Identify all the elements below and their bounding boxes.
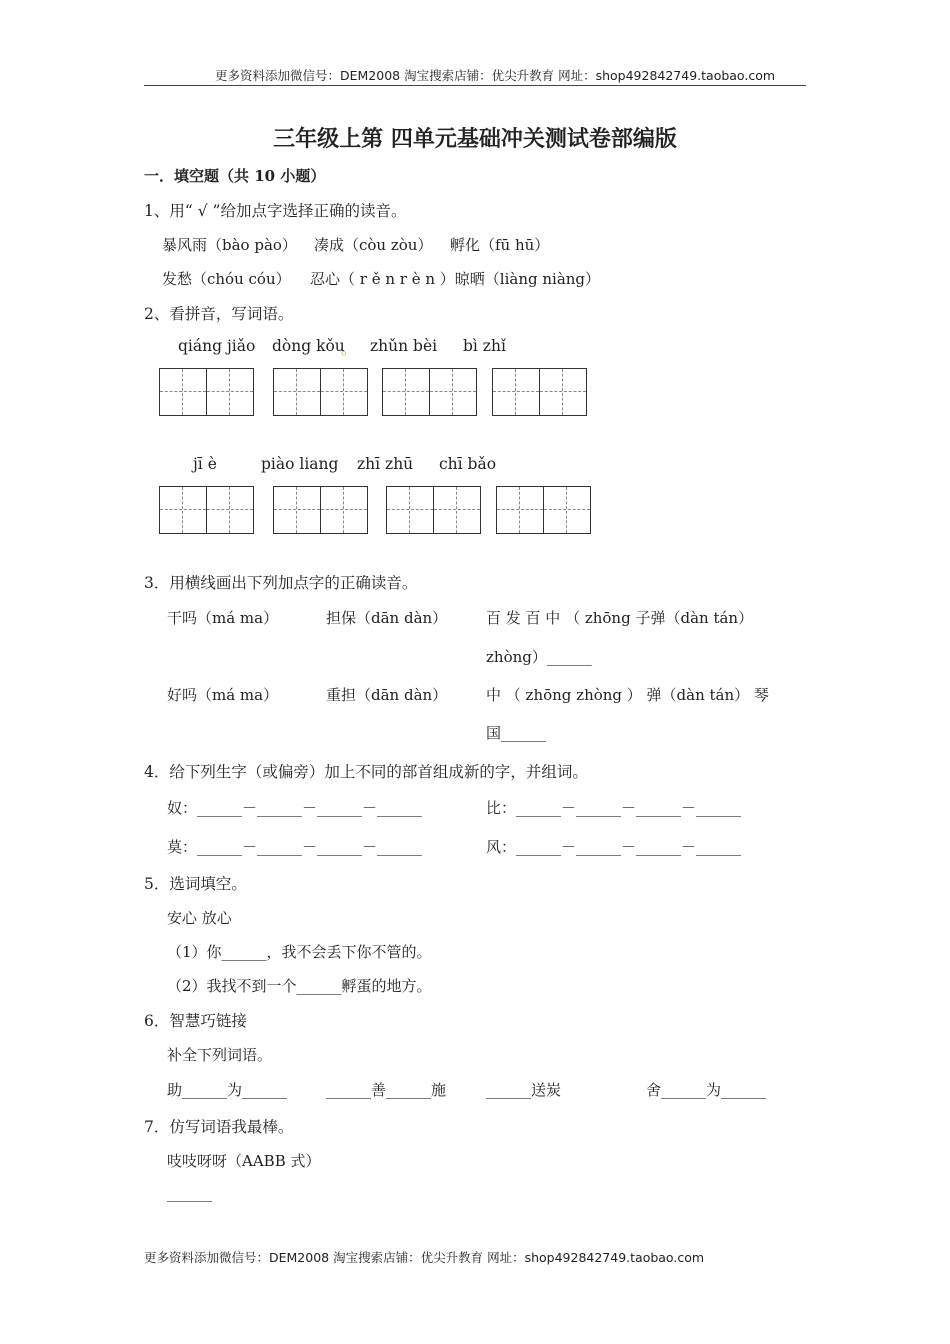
q6-subtitle: 补全下列词语。 [167, 1046, 273, 1064]
writing-grid[interactable] [496, 486, 591, 534]
q1-item: 凑成（còu zòu） [314, 236, 433, 254]
page-footer: 更多资料添加微信号：DEM2008 淘宝搜索店铺：优尖升教育 网址：shop492842749.taobao.com [144, 1250, 705, 1265]
q2-stem: 2、看拼音，写词语。 [144, 305, 294, 323]
q7-stem: 7．仿写词语我最棒。 [144, 1118, 294, 1136]
writing-grid[interactable] [273, 368, 368, 416]
writing-grid[interactable] [273, 486, 368, 534]
pinyin-label: bì zhǐ [463, 337, 506, 355]
q3-item: 重担（dān dàn） [326, 686, 448, 704]
q3-item: 担保（dān dàn） [326, 609, 448, 627]
page-title: 三年级上第 四单元基础冲关测试卷部编版 [273, 126, 677, 152]
writing-grid[interactable] [159, 486, 254, 534]
q3-item: 国______ [486, 724, 547, 742]
q4-item: 奴：______－______－______－______ [167, 799, 423, 817]
q3-item: zhòng）______ [486, 648, 592, 666]
q4-item: 比：______－______－______－______ [486, 799, 742, 817]
q4-item: 莫：______－______－______－______ [167, 838, 423, 856]
section-heading: 一．填空题（共 10 小题） [144, 167, 326, 185]
q5-stem: 5．选词填空。 [144, 875, 247, 893]
q1-item: 孵化（fū hū） [450, 236, 550, 254]
q5-sentence: （2）我找不到一个______孵蛋的地方。 [167, 977, 432, 995]
pinyin-label: zhī zhū [357, 455, 414, 473]
q1-item: 发愁（chóu cóu） [162, 270, 291, 288]
pinyin-label: zhǔn bèi [370, 337, 438, 355]
pinyin-label: qiáng jiǎo [178, 337, 256, 355]
q3-stem: 3．用横线画出下列加点字的正确读音。 [144, 574, 418, 592]
writing-grid[interactable] [386, 486, 481, 534]
q4-item: 风：______－______－______－______ [486, 838, 742, 856]
pinyin-label: jī è [193, 455, 217, 473]
writing-grid[interactable] [159, 368, 254, 416]
pinyin-label: dòng kǒu [272, 337, 345, 355]
pinyin-label: piào liang [261, 455, 339, 473]
pinyin-dot: 。 [341, 340, 357, 358]
q3-item: 干吗（má ma） [167, 609, 279, 627]
q5-word-choices: 安心 放心 [167, 909, 232, 927]
q5-sentence: （1）你______，我不会丢下你不管的。 [167, 943, 432, 961]
q7-answer-blank[interactable]: ______ [167, 1184, 212, 1202]
pinyin-label: chī bǎo [439, 455, 497, 473]
q1-item: 暴风雨（bào pào） [162, 236, 297, 254]
q3-item: 好吗（má ma） [167, 686, 279, 704]
page-header: 更多资料添加微信号：DEM2008 淘宝搜索店铺：优尖升教育 网址：shop492842749.taobao.com [215, 68, 776, 83]
writing-grid[interactable] [382, 368, 477, 416]
q6-item: 舍______为______ [646, 1081, 767, 1099]
q1-stem: 1、用“ √ ”给加点字选择正确的读音。 [144, 202, 407, 220]
q6-stem: 6．智慧巧链接 [144, 1012, 247, 1030]
q4-stem: 4．给下列生字（或偏旁）加上不同的部首组成新的字，并组词。 [144, 763, 588, 781]
q6-item: ______送炭 [486, 1081, 562, 1099]
writing-grid[interactable] [492, 368, 587, 416]
header-divider [144, 85, 806, 86]
q3-item: 中 （ zhōng zhòng ） 弹（dàn tán） 琴 [486, 686, 769, 704]
q6-item: 助______为______ [167, 1081, 288, 1099]
q1-item: 忍心（ r ě n r è n ）晾晒（liàng niàng） [310, 270, 601, 288]
q3-item: 百 发 百 中 （ zhōng 子弹（dàn tán） [486, 609, 754, 627]
q6-item: ______善______施 [326, 1081, 447, 1099]
q7-example: 吱吱呀呀（AABB 式） [167, 1152, 321, 1170]
